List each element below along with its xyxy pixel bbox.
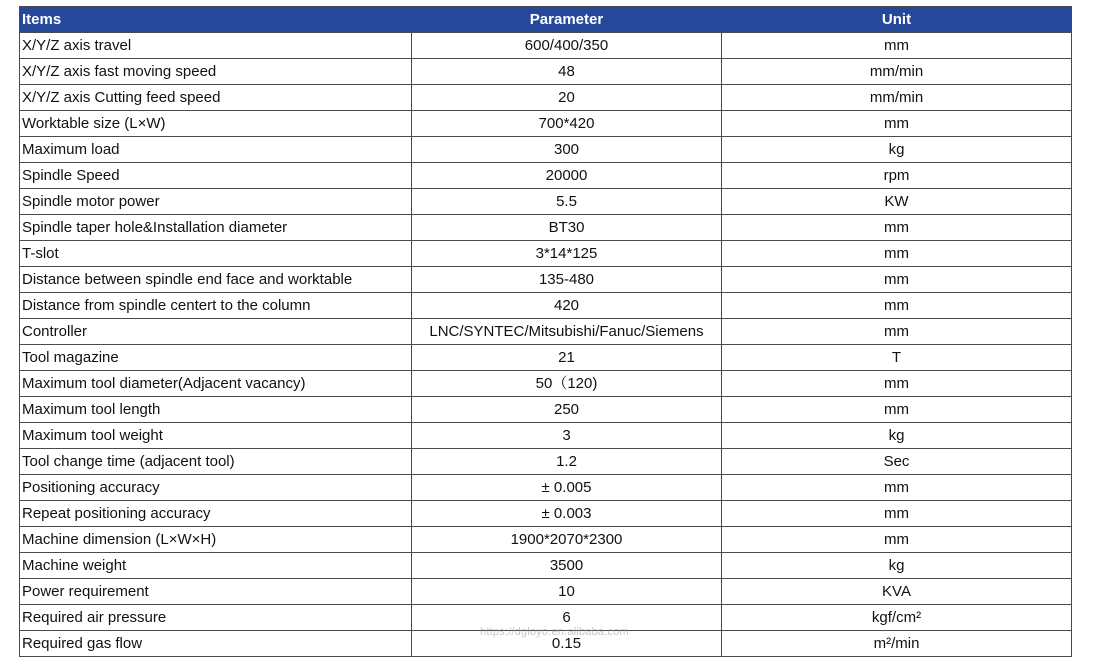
unit-cell: mm bbox=[722, 293, 1072, 319]
table-row bbox=[20, 553, 1072, 579]
parameter-cell: 1.2 bbox=[412, 449, 722, 475]
item-cell: X/Y/Z axis travel bbox=[20, 33, 412, 59]
parameter-cell: 1900*2070*2300 bbox=[412, 527, 722, 553]
table-row bbox=[20, 475, 1072, 501]
item-cell: Maximum load bbox=[20, 137, 412, 163]
header-row bbox=[20, 7, 1072, 33]
parameter-cell: ± 0.003 bbox=[412, 501, 722, 527]
table-row bbox=[20, 449, 1072, 475]
unit-cell: KVA bbox=[722, 579, 1072, 605]
unit-cell: mm/min bbox=[722, 59, 1072, 85]
parameter-cell: LNC/SYNTEC/Mitsubishi/Fanuc/Siemens bbox=[412, 319, 722, 345]
unit-cell: KW bbox=[722, 189, 1072, 215]
table-row bbox=[20, 111, 1072, 137]
table-header bbox=[20, 7, 1072, 33]
table-row bbox=[20, 59, 1072, 85]
header-unit: Unit bbox=[722, 7, 1072, 33]
table-row bbox=[20, 215, 1072, 241]
item-cell: Power requirement bbox=[20, 579, 412, 605]
item-cell: Required air pressure bbox=[20, 605, 412, 631]
item-cell: X/Y/Z axis Cutting feed speed bbox=[20, 85, 412, 111]
spec-table bbox=[19, 6, 1072, 657]
table-row bbox=[20, 579, 1072, 605]
parameter-cell: 20000 bbox=[412, 163, 722, 189]
item-cell: Distance from spindle centert to the column bbox=[20, 293, 412, 319]
item-cell: Tool magazine bbox=[20, 345, 412, 371]
item-cell: Required gas flow bbox=[20, 631, 412, 657]
parameter-cell: 20 bbox=[412, 85, 722, 111]
unit-cell: mm bbox=[722, 319, 1072, 345]
item-cell: Positioning accuracy bbox=[20, 475, 412, 501]
parameter-cell: 6 bbox=[412, 605, 722, 631]
table-row bbox=[20, 163, 1072, 189]
item-cell: Distance between spindle end face and worktable bbox=[20, 267, 412, 293]
unit-cell: kg bbox=[722, 553, 1072, 579]
unit-cell: mm/min bbox=[722, 85, 1072, 111]
unit-cell: mm bbox=[722, 371, 1072, 397]
unit-cell: kgf/cm² bbox=[722, 605, 1072, 631]
header-items: Items bbox=[20, 7, 412, 33]
table-row bbox=[20, 189, 1072, 215]
table-row bbox=[20, 345, 1072, 371]
unit-cell: rpm bbox=[722, 163, 1072, 189]
parameter-cell: 50（120) bbox=[412, 371, 722, 397]
item-cell: Machine dimension (L×W×H) bbox=[20, 527, 412, 553]
table-row bbox=[20, 397, 1072, 423]
parameter-cell: ± 0.005 bbox=[412, 475, 722, 501]
item-cell: Worktable size (L×W) bbox=[20, 111, 412, 137]
item-cell: Controller bbox=[20, 319, 412, 345]
parameter-cell: 5.5 bbox=[412, 189, 722, 215]
unit-cell: mm bbox=[722, 527, 1072, 553]
item-cell: Maximum tool length bbox=[20, 397, 412, 423]
parameter-cell: 3*14*125 bbox=[412, 241, 722, 267]
item-cell: Maximum tool diameter(Adjacent vacancy) bbox=[20, 371, 412, 397]
table-row bbox=[20, 137, 1072, 163]
parameter-cell: 135-480 bbox=[412, 267, 722, 293]
unit-cell: kg bbox=[722, 137, 1072, 163]
table-body bbox=[20, 33, 1072, 657]
item-cell: Spindle motor power bbox=[20, 189, 412, 215]
unit-cell: m²/min bbox=[722, 631, 1072, 657]
parameter-cell: 3 bbox=[412, 423, 722, 449]
parameter-cell: 700*420 bbox=[412, 111, 722, 137]
unit-cell: mm bbox=[722, 111, 1072, 137]
table-row bbox=[20, 423, 1072, 449]
unit-cell: kg bbox=[722, 423, 1072, 449]
parameter-cell: 3500 bbox=[412, 553, 722, 579]
table-row bbox=[20, 319, 1072, 345]
table-row bbox=[20, 501, 1072, 527]
parameter-cell: 10 bbox=[412, 579, 722, 605]
table-row bbox=[20, 293, 1072, 319]
parameter-cell: 300 bbox=[412, 137, 722, 163]
item-cell: Tool change time (adjacent tool) bbox=[20, 449, 412, 475]
unit-cell: mm bbox=[722, 501, 1072, 527]
parameter-cell: 420 bbox=[412, 293, 722, 319]
parameter-cell: 0.15 bbox=[412, 631, 722, 657]
unit-cell: mm bbox=[722, 241, 1072, 267]
parameter-cell: 250 bbox=[412, 397, 722, 423]
item-cell: Maximum tool weight bbox=[20, 423, 412, 449]
item-cell: Repeat positioning accuracy bbox=[20, 501, 412, 527]
unit-cell: mm bbox=[722, 475, 1072, 501]
parameter-cell: 600/400/350 bbox=[412, 33, 722, 59]
item-cell: T-slot bbox=[20, 241, 412, 267]
table-row bbox=[20, 371, 1072, 397]
header-parameter: Parameter bbox=[412, 7, 722, 33]
parameter-cell: BT30 bbox=[412, 215, 722, 241]
item-cell: Machine weight bbox=[20, 553, 412, 579]
table-row bbox=[20, 241, 1072, 267]
table-row bbox=[20, 267, 1072, 293]
table-row bbox=[20, 33, 1072, 59]
unit-cell: T bbox=[722, 345, 1072, 371]
unit-cell: mm bbox=[722, 215, 1072, 241]
table-row bbox=[20, 527, 1072, 553]
unit-cell: mm bbox=[722, 267, 1072, 293]
item-cell: Spindle taper hole&Installation diameter bbox=[20, 215, 412, 241]
unit-cell: Sec bbox=[722, 449, 1072, 475]
item-cell: Spindle Speed bbox=[20, 163, 412, 189]
parameter-cell: 48 bbox=[412, 59, 722, 85]
watermark: https://dgloyo.en.alibaba.com bbox=[480, 626, 629, 638]
item-cell: X/Y/Z axis fast moving speed bbox=[20, 59, 412, 85]
unit-cell: mm bbox=[722, 33, 1072, 59]
unit-cell: mm bbox=[722, 397, 1072, 423]
table-row bbox=[20, 85, 1072, 111]
parameter-cell: 21 bbox=[412, 345, 722, 371]
